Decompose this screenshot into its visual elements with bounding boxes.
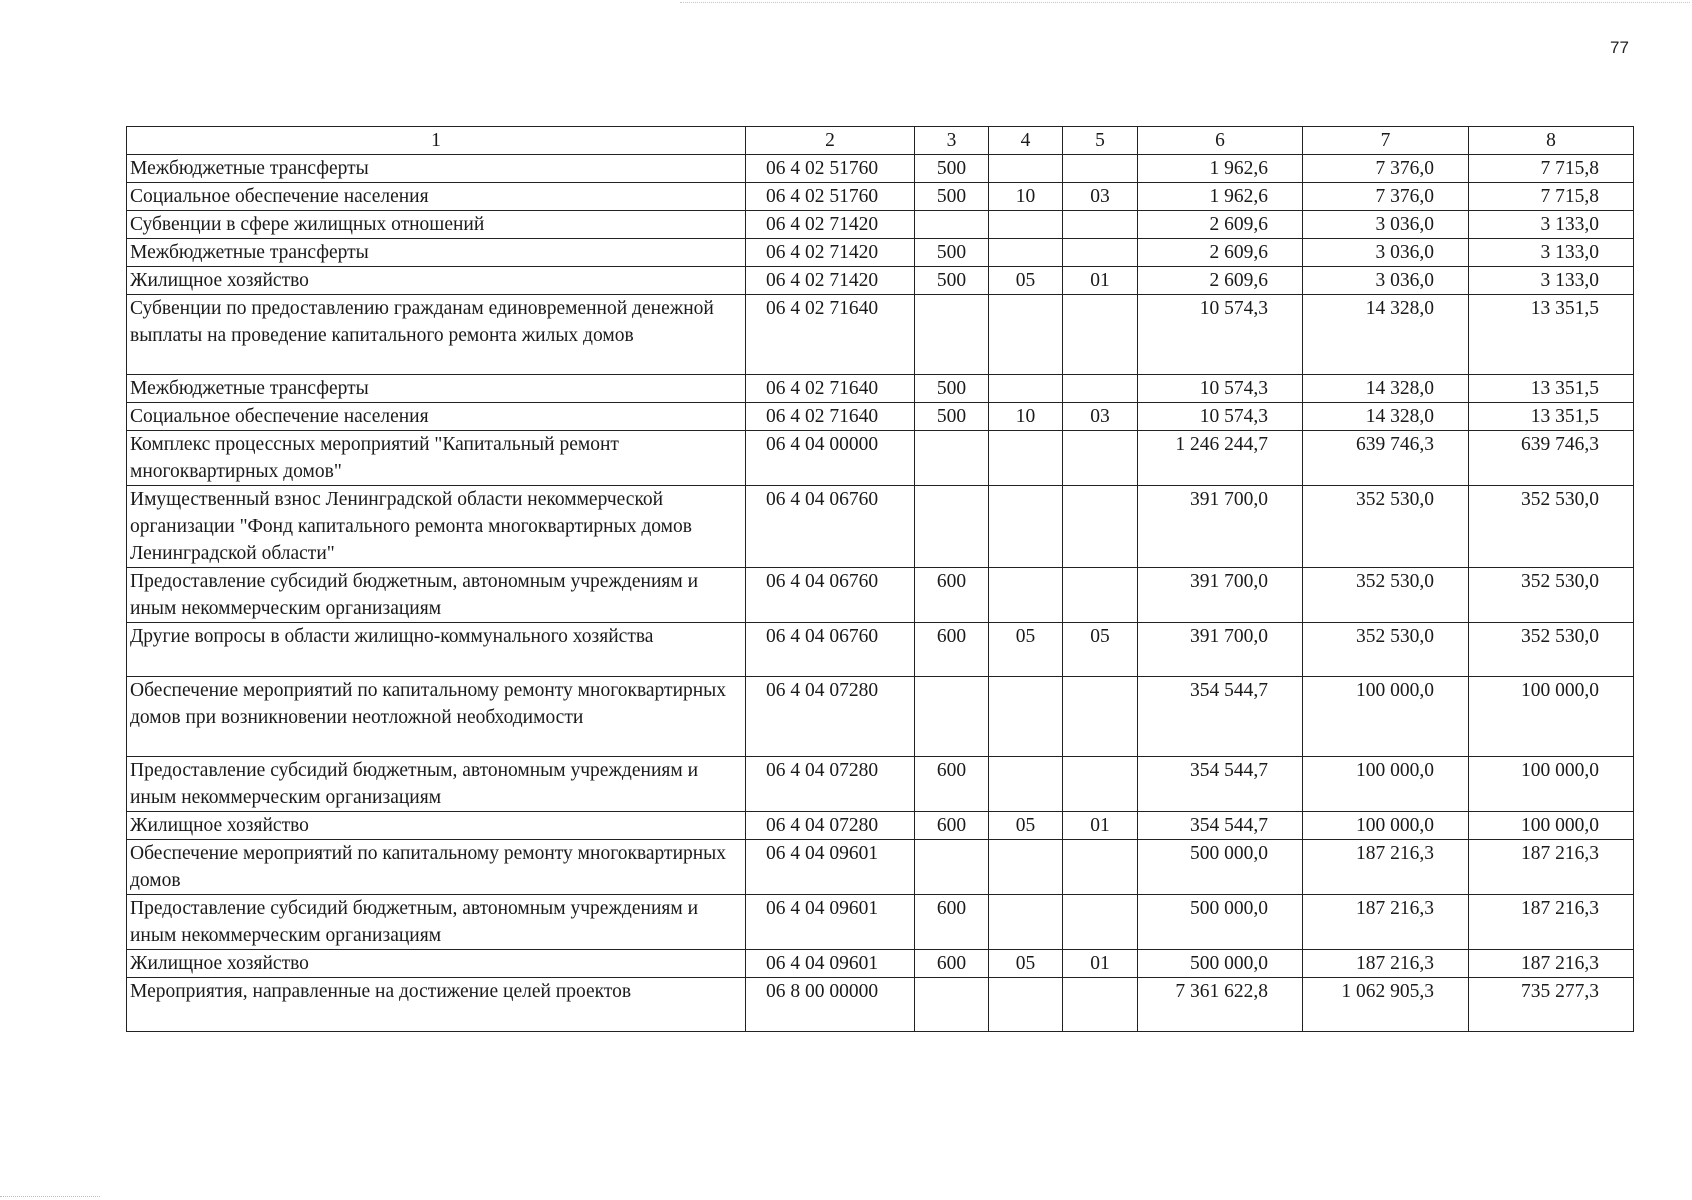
- row-year1-amount-cell: 354 544,7: [1138, 757, 1303, 812]
- row-year3-amount-cell: 352 530,0: [1469, 486, 1634, 568]
- row-year3-amount-cell: 735 277,3: [1469, 978, 1634, 1032]
- row-section-cell: [989, 895, 1063, 950]
- row-year1-amount-cell: 500 000,0: [1138, 840, 1303, 895]
- row-year2-amount-cell: 352 530,0: [1303, 623, 1469, 677]
- column-header: 4: [989, 127, 1063, 155]
- row-expense-type-cell: 600: [915, 568, 989, 623]
- table-row: [127, 568, 1634, 623]
- row-expense-type-cell: 600: [915, 950, 989, 978]
- row-name-cell: Межбюджетные трансферты: [127, 155, 746, 183]
- row-section-cell: [989, 239, 1063, 267]
- row-year3-amount-cell: 100 000,0: [1469, 812, 1634, 840]
- row-expense-type-cell: [915, 978, 989, 1032]
- page-number: 77: [1610, 38, 1629, 57]
- table-row: [127, 623, 1634, 677]
- row-year1-amount-cell: 391 700,0: [1138, 623, 1303, 677]
- row-year1-amount-cell: 2 609,6: [1138, 239, 1303, 267]
- row-expense-type-cell: 600: [915, 895, 989, 950]
- column-header: 3: [915, 127, 989, 155]
- row-section-cell: 05: [989, 623, 1063, 677]
- row-subsection-cell: [1063, 677, 1138, 757]
- row-year1-amount-cell: 1 246 244,7: [1138, 431, 1303, 486]
- row-expense-type-cell: [915, 840, 989, 895]
- row-subsection-cell: 03: [1063, 403, 1138, 431]
- column-header: 8: [1469, 127, 1634, 155]
- row-year3-amount-cell: 352 530,0: [1469, 623, 1634, 677]
- row-code-cell: 06 8 00 00000: [746, 978, 915, 1032]
- row-expense-type-cell: 500: [915, 155, 989, 183]
- row-year2-amount-cell: 7 376,0: [1303, 155, 1469, 183]
- row-year1-amount-cell: 7 361 622,8: [1138, 978, 1303, 1032]
- table-row: [127, 431, 1634, 486]
- row-year3-amount-cell: 187 216,3: [1469, 895, 1634, 950]
- row-expense-type-cell: 500: [915, 267, 989, 295]
- row-year2-amount-cell: 100 000,0: [1303, 677, 1469, 757]
- row-name-cell: Другие вопросы в области жилищно-коммунального хозяйства: [127, 623, 746, 677]
- row-expense-type-cell: [915, 295, 989, 375]
- row-year3-amount-cell: 100 000,0: [1469, 677, 1634, 757]
- row-expense-type-cell: 500: [915, 375, 989, 403]
- table-row: [127, 757, 1634, 812]
- row-expense-type-cell: 500: [915, 239, 989, 267]
- scan-edge-artifact: [680, 2, 1690, 7]
- row-expense-type-cell: [915, 677, 989, 757]
- table-row: [127, 375, 1634, 403]
- row-year2-amount-cell: 352 530,0: [1303, 568, 1469, 623]
- table-row: [127, 183, 1634, 211]
- row-name-cell: Социальное обеспечение населения: [127, 403, 746, 431]
- row-name-cell: Субвенции по предоставлению гражданам единовременной денежной выплаты на проведение капитального ремонта жилых домов: [127, 295, 746, 375]
- row-code-cell: 06 4 02 71420: [746, 211, 915, 239]
- row-expense-type-cell: 600: [915, 812, 989, 840]
- row-name-cell: Жилищное хозяйство: [127, 812, 746, 840]
- row-code-cell: 06 4 02 71640: [746, 375, 915, 403]
- row-section-cell: [989, 295, 1063, 375]
- row-year3-amount-cell: 639 746,3: [1469, 431, 1634, 486]
- table-row: [127, 295, 1634, 375]
- table-row: [127, 267, 1634, 295]
- row-subsection-cell: 01: [1063, 267, 1138, 295]
- row-name-cell: Субвенции в сфере жилищных отношений: [127, 211, 746, 239]
- row-code-cell: 06 4 04 06760: [746, 623, 915, 677]
- row-year1-amount-cell: 10 574,3: [1138, 403, 1303, 431]
- table-row: [127, 812, 1634, 840]
- row-year3-amount-cell: 7 715,8: [1469, 183, 1634, 211]
- row-subsection-cell: 03: [1063, 183, 1138, 211]
- row-code-cell: 06 4 04 09601: [746, 950, 915, 978]
- row-year2-amount-cell: 352 530,0: [1303, 486, 1469, 568]
- row-name-cell: Межбюджетные трансферты: [127, 375, 746, 403]
- scan-edge-artifact: [0, 1196, 100, 1199]
- row-name-cell: Жилищное хозяйство: [127, 267, 746, 295]
- row-name-cell: Жилищное хозяйство: [127, 950, 746, 978]
- row-expense-type-cell: 600: [915, 623, 989, 677]
- table-row: [127, 978, 1634, 1032]
- row-year1-amount-cell: 2 609,6: [1138, 211, 1303, 239]
- row-subsection-cell: [1063, 840, 1138, 895]
- row-year1-amount-cell: 391 700,0: [1138, 568, 1303, 623]
- table-row: [127, 486, 1634, 568]
- row-section-cell: [989, 375, 1063, 403]
- row-subsection-cell: 05: [1063, 623, 1138, 677]
- row-year2-amount-cell: 14 328,0: [1303, 375, 1469, 403]
- row-year3-amount-cell: 100 000,0: [1469, 757, 1634, 812]
- row-code-cell: 06 4 04 06760: [746, 486, 915, 568]
- row-section-cell: 05: [989, 950, 1063, 978]
- row-code-cell: 06 4 02 71640: [746, 295, 915, 375]
- row-section-cell: [989, 568, 1063, 623]
- row-year2-amount-cell: 3 036,0: [1303, 211, 1469, 239]
- row-expense-type-cell: 500: [915, 403, 989, 431]
- row-year1-amount-cell: 1 962,6: [1138, 183, 1303, 211]
- row-year3-amount-cell: 352 530,0: [1469, 568, 1634, 623]
- column-header: 1: [127, 127, 746, 155]
- row-section-cell: [989, 486, 1063, 568]
- row-code-cell: 06 4 04 09601: [746, 895, 915, 950]
- column-header: 2: [746, 127, 915, 155]
- row-year1-amount-cell: 354 544,7: [1138, 677, 1303, 757]
- row-subsection-cell: [1063, 568, 1138, 623]
- row-year3-amount-cell: 13 351,5: [1469, 403, 1634, 431]
- row-year2-amount-cell: 100 000,0: [1303, 812, 1469, 840]
- row-code-cell: 06 4 02 71420: [746, 267, 915, 295]
- row-subsection-cell: [1063, 757, 1138, 812]
- row-section-cell: 05: [989, 812, 1063, 840]
- row-year3-amount-cell: 7 715,8: [1469, 155, 1634, 183]
- row-year1-amount-cell: 10 574,3: [1138, 295, 1303, 375]
- table-row: [127, 840, 1634, 895]
- row-year2-amount-cell: 14 328,0: [1303, 403, 1469, 431]
- row-expense-type-cell: [915, 431, 989, 486]
- row-code-cell: 06 4 04 07280: [746, 757, 915, 812]
- row-year1-amount-cell: 2 609,6: [1138, 267, 1303, 295]
- row-year2-amount-cell: 639 746,3: [1303, 431, 1469, 486]
- table-header-row: [127, 127, 1634, 155]
- row-section-cell: [989, 431, 1063, 486]
- column-header: 6: [1138, 127, 1303, 155]
- row-year2-amount-cell: 187 216,3: [1303, 840, 1469, 895]
- row-subsection-cell: [1063, 375, 1138, 403]
- row-subsection-cell: [1063, 978, 1138, 1032]
- row-name-cell: Предоставление субсидий бюджетным, автономным учреждениям и иным некоммерческим организациям: [127, 757, 746, 812]
- row-subsection-cell: [1063, 211, 1138, 239]
- table-row: [127, 155, 1634, 183]
- row-expense-type-cell: [915, 211, 989, 239]
- row-year2-amount-cell: 187 216,3: [1303, 895, 1469, 950]
- row-expense-type-cell: 600: [915, 757, 989, 812]
- row-name-cell: Имущественный взнос Ленинградской области некоммерческой организации "Фонд капитального ремонта многоквартирных домов Ленинградской области": [127, 486, 746, 568]
- row-year3-amount-cell: 13 351,5: [1469, 295, 1634, 375]
- row-subsection-cell: [1063, 295, 1138, 375]
- row-expense-type-cell: [915, 486, 989, 568]
- row-name-cell: Предоставление субсидий бюджетным, автономным учреждениям и иным некоммерческим организациям: [127, 568, 746, 623]
- row-name-cell: Комплекс процессных мероприятий "Капитальный ремонт многоквартирных домов": [127, 431, 746, 486]
- row-section-cell: [989, 978, 1063, 1032]
- row-section-cell: [989, 155, 1063, 183]
- table-row: [127, 950, 1634, 978]
- row-subsection-cell: [1063, 895, 1138, 950]
- row-name-cell: Мероприятия, направленные на достижение целей проектов: [127, 978, 746, 1032]
- row-code-cell: 06 4 02 51760: [746, 183, 915, 211]
- row-name-cell: Обеспечение мероприятий по капитальному ремонту многоквартирных домов при возникновении неотложной необходимости: [127, 677, 746, 757]
- row-year3-amount-cell: 3 133,0: [1469, 239, 1634, 267]
- row-code-cell: 06 4 02 51760: [746, 155, 915, 183]
- row-year1-amount-cell: 500 000,0: [1138, 950, 1303, 978]
- table-row: [127, 895, 1634, 950]
- row-code-cell: 06 4 04 06760: [746, 568, 915, 623]
- row-code-cell: 06 4 04 07280: [746, 812, 915, 840]
- row-year3-amount-cell: 187 216,3: [1469, 840, 1634, 895]
- row-code-cell: 06 4 04 00000: [746, 431, 915, 486]
- row-section-cell: [989, 677, 1063, 757]
- row-name-cell: Обеспечение мероприятий по капитальному ремонту многоквартирных домов: [127, 840, 746, 895]
- row-subsection-cell: [1063, 239, 1138, 267]
- row-section-cell: [989, 757, 1063, 812]
- row-year2-amount-cell: 100 000,0: [1303, 757, 1469, 812]
- row-year1-amount-cell: 500 000,0: [1138, 895, 1303, 950]
- row-year1-amount-cell: 391 700,0: [1138, 486, 1303, 568]
- row-subsection-cell: [1063, 431, 1138, 486]
- row-section-cell: 10: [989, 183, 1063, 211]
- row-code-cell: 06 4 04 07280: [746, 677, 915, 757]
- row-expense-type-cell: 500: [915, 183, 989, 211]
- row-year3-amount-cell: 187 216,3: [1469, 950, 1634, 978]
- row-code-cell: 06 4 02 71640: [746, 403, 915, 431]
- budget-table: [126, 126, 1634, 1032]
- column-header: 5: [1063, 127, 1138, 155]
- row-section-cell: [989, 211, 1063, 239]
- row-year3-amount-cell: 13 351,5: [1469, 375, 1634, 403]
- row-year1-amount-cell: 1 962,6: [1138, 155, 1303, 183]
- row-section-cell: 05: [989, 267, 1063, 295]
- row-year1-amount-cell: 10 574,3: [1138, 375, 1303, 403]
- column-header: 7: [1303, 127, 1469, 155]
- row-code-cell: 06 4 02 71420: [746, 239, 915, 267]
- row-year3-amount-cell: 3 133,0: [1469, 267, 1634, 295]
- row-year2-amount-cell: 3 036,0: [1303, 267, 1469, 295]
- row-year2-amount-cell: 14 328,0: [1303, 295, 1469, 375]
- row-subsection-cell: 01: [1063, 950, 1138, 978]
- row-subsection-cell: [1063, 486, 1138, 568]
- table-row: [127, 239, 1634, 267]
- row-section-cell: 10: [989, 403, 1063, 431]
- row-year2-amount-cell: 1 062 905,3: [1303, 978, 1469, 1032]
- row-year2-amount-cell: 187 216,3: [1303, 950, 1469, 978]
- row-subsection-cell: [1063, 155, 1138, 183]
- row-code-cell: 06 4 04 09601: [746, 840, 915, 895]
- row-name-cell: Социальное обеспечение населения: [127, 183, 746, 211]
- row-subsection-cell: 01: [1063, 812, 1138, 840]
- row-name-cell: Предоставление субсидий бюджетным, автономным учреждениям и иным некоммерческим организациям: [127, 895, 746, 950]
- row-year2-amount-cell: 3 036,0: [1303, 239, 1469, 267]
- table-row: [127, 677, 1634, 757]
- row-section-cell: [989, 840, 1063, 895]
- table-row: [127, 211, 1634, 239]
- row-year2-amount-cell: 7 376,0: [1303, 183, 1469, 211]
- row-name-cell: Межбюджетные трансферты: [127, 239, 746, 267]
- row-year3-amount-cell: 3 133,0: [1469, 211, 1634, 239]
- table-row: [127, 403, 1634, 431]
- row-year1-amount-cell: 354 544,7: [1138, 812, 1303, 840]
